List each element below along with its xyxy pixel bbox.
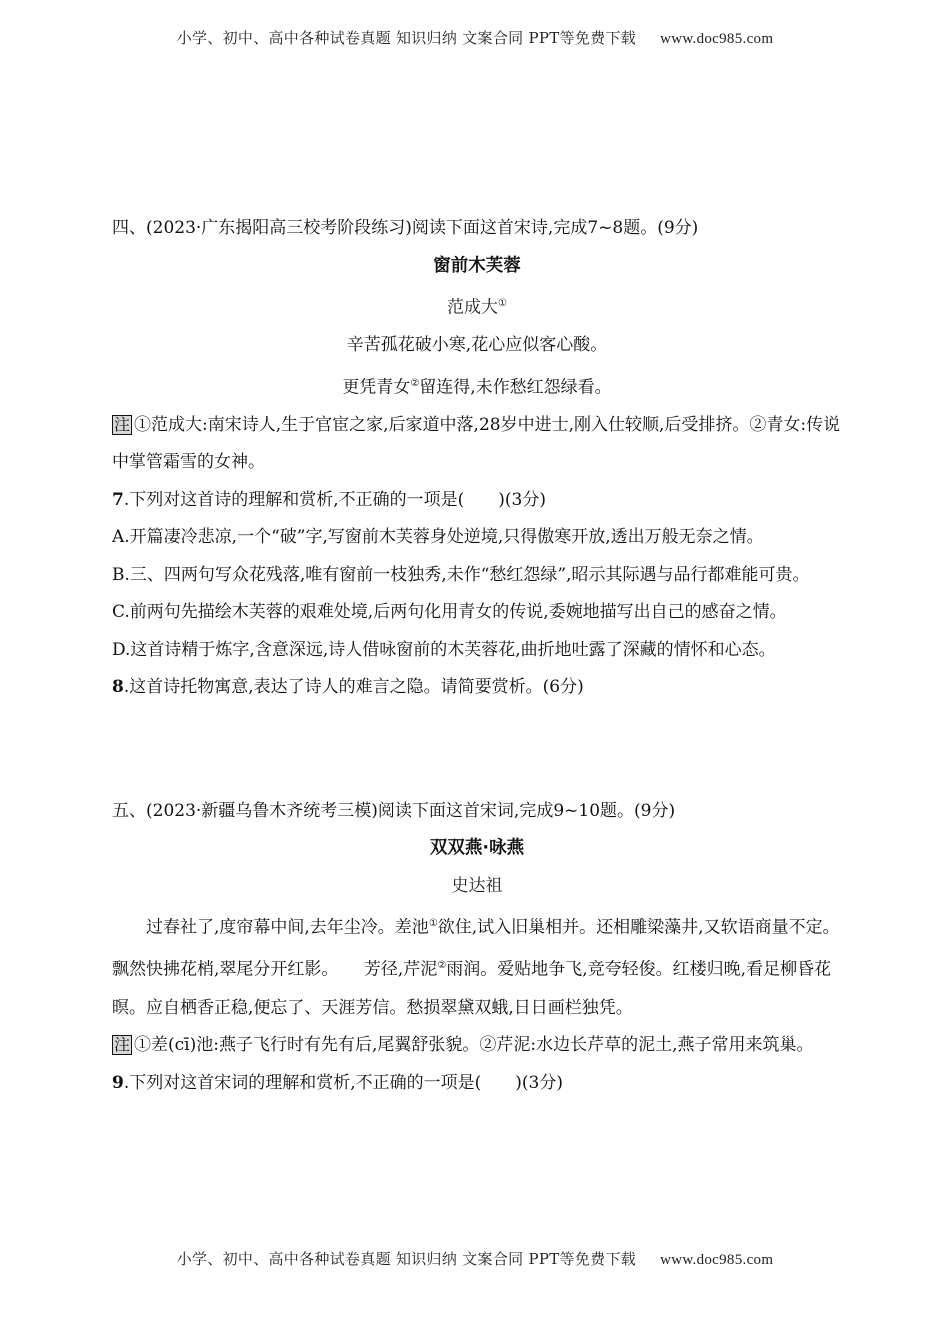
poem-line-2-part-a: 更凭青女 — [342, 377, 411, 398]
option-a: A.开篇凄冷悲凉,一个“破”字,写窗前木芙蓉身处逆境,只得傲寒开放,透出万般无奈之情。 — [112, 527, 764, 548]
question-number: 8 — [112, 677, 124, 698]
footnote-mark: ① — [498, 298, 507, 309]
footnote-mark: ② — [437, 960, 447, 972]
poet-name: 范成大 — [447, 297, 499, 318]
document-body — [112, 210, 842, 1102]
option-c: C.前两句先描绘木芙蓉的艰难处境,后两句化用青女的传说,委婉地描写出自己的感奋之情。 — [112, 602, 787, 623]
question-text: .这首诗托物寓意,表达了诗人的难言之隐。请简要赏析。(6分) — [123, 677, 584, 698]
poem-title: 双双燕·咏燕 — [429, 838, 525, 859]
question-text: .下列对这首宋词的理解和赏析,不正确的一项是( )(3分) — [123, 1072, 563, 1093]
question-9 — [112, 1065, 842, 1103]
option-b: B.三、四两句写众花残落,唯有窗前一枝独秀,未作“愁红怨绿”,昭示其际遇与品行都难能可贵。 — [112, 564, 810, 585]
poem-title: 窗前木芙蓉 — [433, 255, 521, 276]
poem-author — [112, 285, 842, 327]
ci-body-part-b: 欲住,试入旧巢相并。还相雕梁藻井,又软语商量不定。飘然快拂花梢,翠尾分开红影。 芳径,芹泥 — [112, 917, 840, 981]
header-url[interactable]: www.doc985.com — [660, 31, 774, 47]
question-text: .下列对这首诗的理解和赏析,不正确的一项是( )(3分) — [123, 489, 546, 510]
poem-author: 史达祖 — [451, 875, 503, 896]
note-label: 注 — [114, 414, 131, 434]
footnote-mark: ② — [410, 377, 420, 389]
note-label: 注 — [114, 1035, 131, 1055]
ci-annotation — [112, 1027, 842, 1065]
answer-space — [112, 707, 842, 793]
poem-line-2 — [112, 365, 842, 407]
question-7 — [112, 482, 842, 520]
ci-body — [112, 905, 842, 1027]
footnote-mark: ① — [428, 918, 438, 930]
poem-line-2-part-b: 留连得,未作愁红怨绿看。 — [419, 377, 612, 398]
footer-url[interactable]: www.doc985.com — [660, 1252, 774, 1268]
page-footer — [0, 1248, 950, 1269]
option-d: D.这首诗精于炼字,含意深远,诗人借咏窗前的木芙蓉花,曲折地吐露了深藏的情怀和心态。 — [112, 639, 776, 660]
poem-line-1: 辛苦孤花破小寒,花心应似客心酸。 — [346, 335, 608, 356]
question-number: 7 — [112, 489, 124, 510]
page-header — [0, 27, 950, 48]
ci-body-part-a: 过春社了,度帘幕中间,去年尘冷。差池 — [146, 917, 429, 938]
header-text: 小学、初中、高中各种试卷真题 知识归纳 文案合同 PPT等免费下载 — [176, 29, 637, 47]
section5-heading: 五、(2023·新疆乌鲁木齐统考三模)阅读下面这首宋词,完成9~10题。(9分) — [112, 800, 676, 821]
poem-annotation — [112, 407, 842, 482]
ci-body-part-c: 雨润。爱贴地争飞,竞夸轻俊。红楼归晚,看足柳昏花暝。应自栖香正稳,便忘了、天涯芳信。愁损翠黛双蛾,日日画栏独凭。 — [112, 960, 832, 1018]
question-number: 9 — [112, 1072, 124, 1093]
note-text: ①范成大:南宋诗人,生于官宦之家,后家道中落,28岁中进士,刚入仕较顺,后受排挤。②青女:传说中掌管霜雪的女神。 — [112, 414, 841, 473]
footer-text: 小学、初中、高中各种试卷真题 知识归纳 文案合同 PPT等免费下载 — [176, 1250, 637, 1268]
section4-heading: 四、(2023·广东揭阳高三校考阶段练习)阅读下面这首宋诗,完成7~8题。(9分) — [112, 218, 699, 238]
question-8 — [112, 669, 842, 707]
note-text: ①差(cī)池:燕子飞行时有先有后,尾翼舒张貌。②芹泥:水边长芹草的泥土,燕子常用来筑巢。 — [134, 1035, 814, 1056]
